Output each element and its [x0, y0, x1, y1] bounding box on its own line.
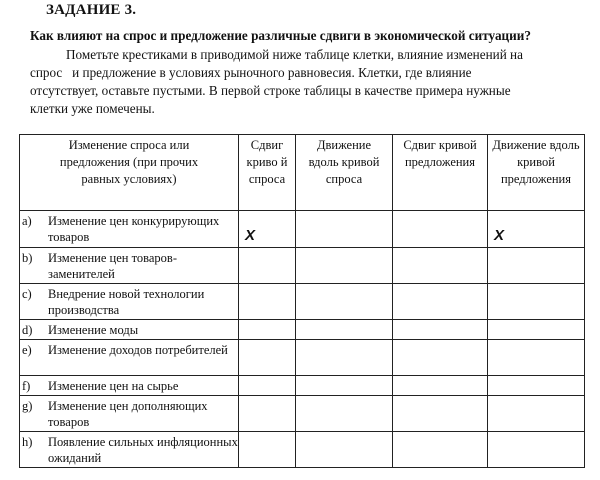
answer-cell[interactable]: [296, 211, 393, 248]
cross-mark: [393, 248, 487, 264]
cross-mark: [393, 340, 487, 356]
answer-cell[interactable]: [393, 284, 488, 320]
row-label-cell: [20, 248, 239, 284]
cross-mark: [239, 248, 295, 264]
row-text: Изменение моды: [48, 323, 139, 337]
cross-mark: [239, 396, 295, 412]
answer-cell[interactable]: [239, 320, 296, 340]
cross-mark: [488, 396, 584, 412]
cross-mark: [488, 284, 584, 300]
table-row: [20, 320, 585, 340]
table-row: [20, 396, 585, 432]
answer-cell[interactable]: [296, 284, 393, 320]
row-text: Изменение доходов потребителей: [48, 343, 228, 357]
answer-cell[interactable]: [296, 396, 393, 432]
cross-mark: [239, 284, 295, 300]
answer-cell[interactable]: [393, 248, 488, 284]
cross-mark: [488, 340, 584, 356]
answer-cell[interactable]: [239, 432, 296, 468]
table-row: [20, 340, 585, 376]
row-letter: g): [22, 399, 33, 413]
answer-cell[interactable]: [488, 248, 585, 284]
cross-mark: X: [494, 227, 505, 244]
answer-cell[interactable]: [239, 248, 296, 284]
answer-cell[interactable]: [239, 284, 296, 320]
header-supply-shift: Сдвиг кривой предложения: [393, 135, 488, 211]
row-label-cell: [20, 211, 239, 248]
cross-mark: [393, 376, 487, 392]
answer-cell[interactable]: [239, 211, 296, 248]
row-label-cell: [20, 320, 239, 340]
task-title: ЗАДАНИЕ 3.: [46, 2, 137, 18]
answer-cell[interactable]: [488, 320, 585, 340]
instruction-line-2: спрос и предложение в условиях рыночного равновесия. Клетки, где влияние: [30, 65, 472, 80]
cross-mark: [393, 284, 487, 300]
answer-cell[interactable]: [393, 432, 488, 468]
cross-mark: [296, 211, 392, 227]
row-letter: h): [22, 435, 33, 449]
cross-mark: [296, 432, 392, 448]
header-supply-movement: Движение вдоль кривой предложения: [488, 135, 585, 211]
cross-mark: [239, 432, 295, 448]
row-text: Изменение цен на сырье: [48, 379, 179, 393]
row-letter: d): [22, 323, 33, 337]
cross-mark: [239, 340, 295, 356]
row-letter: f): [22, 379, 31, 393]
table-row: [20, 248, 585, 284]
answer-cell[interactable]: [393, 396, 488, 432]
cross-mark: [393, 396, 487, 412]
cross-mark: [296, 396, 392, 412]
header-demand-shift: Сдвиг криво й спроса: [239, 135, 296, 211]
instruction-line-3: отсутствует, оставьте пустыми. В первой строке таблицы в качестве примера нужные: [30, 83, 511, 98]
row-label-cell: [20, 432, 239, 468]
instruction-line-4: клетки уже помечены.: [30, 101, 155, 116]
table-row: [20, 432, 585, 468]
cross-mark: [488, 248, 584, 264]
cross-mark: [296, 284, 392, 300]
cross-mark: [488, 432, 584, 448]
table-row: [20, 376, 585, 396]
row-label-cell: [20, 284, 239, 320]
answer-cell[interactable]: [296, 340, 393, 376]
answer-cell[interactable]: [393, 320, 488, 340]
header-demand-movement: Движение вдоль кривой спроса: [296, 135, 393, 211]
header-change: Изменение спроса или предложения (при прочих равных условиях): [20, 135, 239, 211]
question-text: Как влияют на спрос и предложение различные сдвиги в экономической ситуации?: [30, 28, 531, 43]
answer-cell[interactable]: [488, 340, 585, 376]
answer-cell[interactable]: [488, 396, 585, 432]
answer-cell[interactable]: [488, 284, 585, 320]
table-row: [20, 284, 585, 320]
instruction-line-1: Пометьте крестиками в приводимой ниже таблице клетки, влияние изменений на: [66, 47, 523, 62]
row-text: Внедрение новой технологии производства: [48, 287, 205, 317]
cross-mark: [296, 340, 392, 356]
cross-mark: [393, 432, 487, 448]
answer-cell[interactable]: [488, 211, 585, 248]
instruction-text: [30, 46, 570, 118]
row-text: Изменение цен товаров-заменителей: [48, 251, 177, 281]
cross-mark: [239, 376, 295, 392]
row-text: Появление сильных инфляционных ожиданий: [48, 435, 238, 465]
row-letter: b): [22, 251, 33, 265]
answer-cell[interactable]: [239, 396, 296, 432]
answer-cell[interactable]: [296, 432, 393, 468]
cross-mark: [296, 320, 392, 336]
row-letter: e): [22, 343, 32, 357]
answer-cell[interactable]: [239, 340, 296, 376]
answer-cell[interactable]: [393, 340, 488, 376]
table-row: [20, 211, 585, 248]
cross-mark: [488, 320, 584, 336]
answer-cell[interactable]: [296, 248, 393, 284]
answer-cell[interactable]: [393, 376, 488, 396]
answer-cell[interactable]: [393, 211, 488, 248]
row-text: Изменение цен конкурирующих товаров: [48, 214, 220, 244]
cross-mark: [393, 320, 487, 336]
row-label-cell: [20, 340, 239, 376]
cross-mark: [296, 248, 392, 264]
row-label-cell: [20, 376, 239, 396]
cross-mark: [296, 376, 392, 392]
answer-cell[interactable]: [488, 376, 585, 396]
answer-cell[interactable]: [296, 376, 393, 396]
row-letter: c): [22, 287, 32, 301]
row-letter: a): [22, 214, 32, 228]
answer-cell[interactable]: [488, 432, 585, 468]
answer-cell[interactable]: [296, 320, 393, 340]
cross-mark: [239, 320, 295, 336]
cross-mark: [488, 376, 584, 392]
answer-cell[interactable]: [239, 376, 296, 396]
row-text: Изменение цен дополняющих товаров: [48, 399, 208, 429]
cross-mark: [393, 211, 487, 227]
table-header-row: [20, 135, 585, 211]
answer-table: [19, 134, 585, 468]
cross-mark: X: [245, 227, 256, 244]
row-label-cell: [20, 396, 239, 432]
